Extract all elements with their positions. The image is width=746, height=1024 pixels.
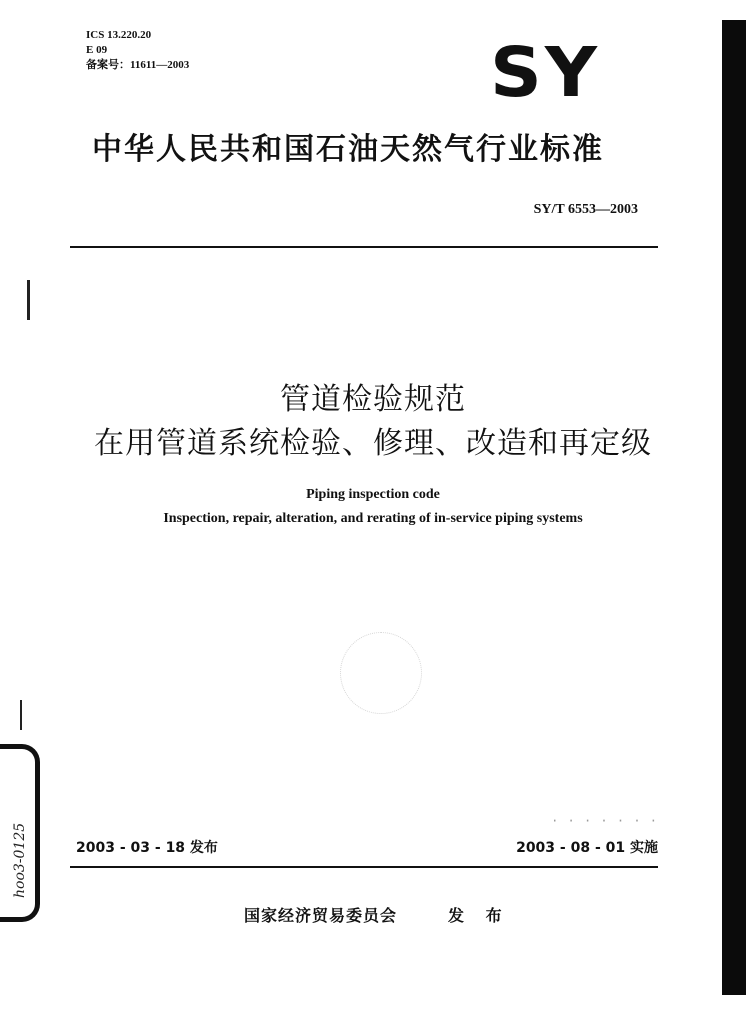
standard-code: SY/T 6553—2003 [533,202,638,217]
publisher-name: 国家经济贸易委员会 [244,906,398,925]
issue-date: 2003 - 03 - 18 发布 [76,840,218,856]
title-en-sub: Inspection, repair, alteration, and rerating of in-service piping systems [163,511,583,526]
faint-scan-mark: · · · · · · · [551,814,658,828]
scan-edge-bar [722,20,746,995]
footer-divider [70,866,658,868]
header-divider [70,246,658,248]
classification-code: E 09 [86,44,108,56]
sy-logo: SY [490,32,600,112]
filing-number: 备案号：11611—2003 [86,59,190,71]
handwritten-note: hoo3-0125 [12,822,28,898]
title-cn-sub: 在用管道系统检验、修理、改造和再定级 [94,426,652,461]
ics-code: ICS 13.220.20 [86,29,152,41]
publish-label: 发 布 [448,906,510,925]
implementation-date: 2003 - 08 - 01 实施 [516,840,658,856]
scan-margin-mark [20,700,22,730]
title-cn-main: 管道检验规范 [280,382,466,417]
title-en-main: Piping inspection code [306,487,440,502]
faint-stamp-mark [340,632,422,714]
scan-margin-mark [27,280,30,320]
org-title: 中华人民共和国石油天然气行业标准 [92,132,604,167]
